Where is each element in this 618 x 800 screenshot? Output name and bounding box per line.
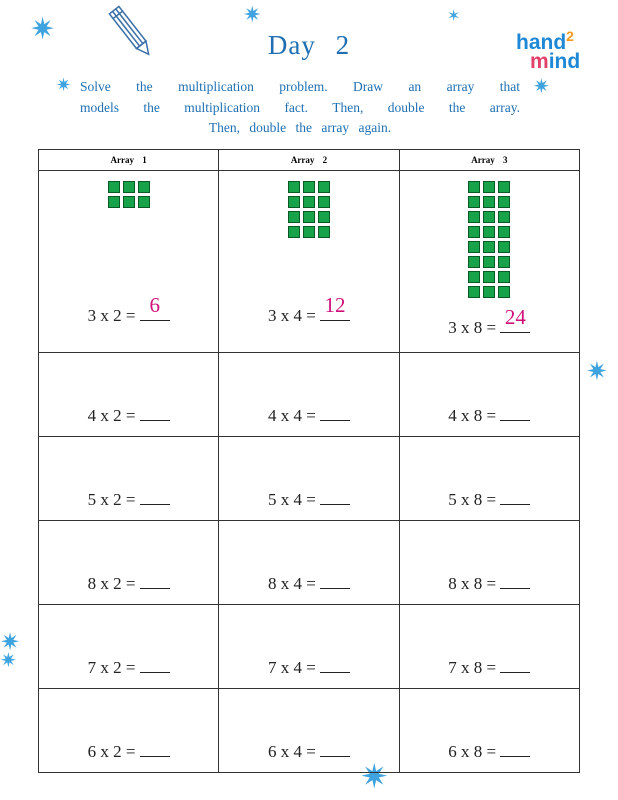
star-icon: ✷: [586, 357, 608, 386]
array-square: [318, 196, 330, 208]
array-square: [483, 181, 495, 193]
array-square: [498, 211, 510, 223]
table-cell[interactable]: [39, 689, 219, 773]
answer-blank[interactable]: [500, 742, 530, 757]
array-square: [138, 196, 150, 208]
equation: [39, 406, 218, 426]
table-cell[interactable]: [219, 605, 399, 689]
array-square: [468, 196, 480, 208]
table-cell[interactable]: [39, 171, 219, 353]
equation: [400, 406, 579, 426]
equation-text: 5 x 8 =: [448, 490, 497, 509]
equation-text: 4 x 4 =: [267, 406, 316, 425]
star-icon: ✷: [0, 650, 17, 672]
table-cell[interactable]: [39, 437, 219, 521]
table-row: [39, 521, 580, 605]
instruction-line: Then, double the array again.: [208, 120, 392, 135]
answer-blank[interactable]: [320, 406, 350, 421]
array-square: [483, 196, 495, 208]
instructions: [80, 77, 520, 139]
array-square: [303, 181, 315, 193]
column-header: Array 1: [39, 150, 219, 171]
array-square: [498, 271, 510, 283]
star-icon: ✷: [243, 2, 262, 27]
array-square: [123, 181, 135, 193]
table-cell[interactable]: [219, 689, 399, 773]
answer-blank[interactable]: [320, 742, 350, 757]
equation: [219, 742, 398, 762]
equation-text: 8 x 8 =: [448, 574, 497, 593]
equation-text: 6 x 2 =: [87, 742, 136, 761]
array-square: [483, 271, 495, 283]
array-square: [303, 196, 315, 208]
answer-blank[interactable]: [320, 658, 350, 673]
equation-text: 5 x 4 =: [267, 490, 316, 509]
array-square: [108, 181, 120, 193]
table-cell[interactable]: [399, 521, 579, 605]
equation-text: 3 x 8 =: [448, 318, 497, 337]
table-row: [39, 437, 580, 521]
table-cell[interactable]: [399, 171, 579, 353]
array-square: [468, 256, 480, 268]
instruction-line: Solve the multiplication problem. Draw an array that: [80, 79, 520, 94]
array-square: [123, 196, 135, 208]
star-icon: ✷: [56, 75, 72, 95]
table-cell[interactable]: [219, 353, 399, 437]
array-square: [288, 181, 300, 193]
array-square: [483, 241, 495, 253]
equation: [400, 305, 579, 338]
equation: [400, 574, 579, 594]
star-icon: ✶: [447, 8, 461, 25]
equation: [400, 490, 579, 510]
answer-value: 6: [149, 293, 160, 317]
column-header: Array 3: [399, 150, 579, 171]
equation: [400, 658, 579, 678]
table-cell[interactable]: [39, 521, 219, 605]
array-square: [498, 241, 510, 253]
equation-text: 7 x 2 =: [87, 658, 136, 677]
equation-text: 6 x 8 =: [448, 742, 497, 761]
array-grid: [288, 181, 330, 238]
equation-text: 4 x 2 =: [87, 406, 136, 425]
answer-blank[interactable]: [500, 574, 530, 589]
array-grid: [108, 181, 150, 208]
equation-text: 7 x 8 =: [448, 658, 497, 677]
array-square: [498, 226, 510, 238]
array-square: [498, 286, 510, 298]
equation: [39, 658, 218, 678]
equation: [39, 293, 218, 326]
page-title: Day 2: [267, 30, 351, 60]
table-row: [39, 171, 580, 353]
answer-value: 12: [324, 293, 346, 317]
array-square: [318, 226, 330, 238]
array-square: [108, 196, 120, 208]
equation: [39, 490, 218, 510]
array-square: [498, 196, 510, 208]
brand-logo: hand$^2$ mind: [516, 28, 581, 73]
answer-blank[interactable]: [500, 490, 530, 505]
array-square: [483, 256, 495, 268]
array-square: [318, 211, 330, 223]
equation-text: 7 x 4 =: [267, 658, 316, 677]
equation: [219, 406, 398, 426]
equation-text: 3 x 4 =: [267, 306, 316, 325]
array-square: [288, 211, 300, 223]
answer-blank[interactable]: [500, 406, 530, 421]
array-square: [468, 226, 480, 238]
array-square: [318, 181, 330, 193]
table-cell[interactable]: [39, 353, 219, 437]
array-square: [288, 196, 300, 208]
table-cell[interactable]: [219, 437, 399, 521]
equation-text: 8 x 4 =: [267, 574, 316, 593]
array-square: [483, 286, 495, 298]
equation: [219, 293, 398, 326]
array-square: [303, 211, 315, 223]
answer-blank[interactable]: [500, 658, 530, 673]
array-square: [303, 226, 315, 238]
instruction-line: models the multiplication fact. Then, double the array.: [80, 99, 520, 115]
answer-blank[interactable]: [320, 293, 350, 321]
equation-text: 8 x 2 =: [87, 574, 136, 593]
array-square: [468, 286, 480, 298]
table-cell[interactable]: [219, 521, 399, 605]
table-cell[interactable]: [39, 605, 219, 689]
answer-blank[interactable]: [140, 742, 170, 757]
answer-blank[interactable]: [140, 490, 170, 505]
array-square: [498, 256, 510, 268]
star-icon: ✷: [30, 13, 56, 46]
worksheet-table: [38, 149, 580, 773]
array-square: [468, 241, 480, 253]
table-cell[interactable]: [399, 353, 579, 437]
equation-text: 4 x 8 =: [448, 406, 497, 425]
array-square: [288, 226, 300, 238]
answer-blank[interactable]: [500, 305, 530, 333]
answer-blank[interactable]: [140, 574, 170, 589]
array-square: [468, 211, 480, 223]
table-cell[interactable]: [219, 171, 399, 353]
table-cell[interactable]: [399, 605, 579, 689]
equation: [39, 574, 218, 594]
array-grid: [468, 181, 510, 298]
array-square: [138, 181, 150, 193]
answer-blank[interactable]: [320, 574, 350, 589]
table-cell[interactable]: [399, 689, 579, 773]
equation-text: 3 x 2 =: [87, 306, 136, 325]
equation-text: 6 x 4 =: [267, 742, 316, 761]
equation: [39, 742, 218, 762]
equation: [400, 742, 579, 762]
table-cell[interactable]: [399, 437, 579, 521]
answer-blank[interactable]: [140, 406, 170, 421]
array-square: [468, 271, 480, 283]
array-square: [498, 181, 510, 193]
array-square: [468, 181, 480, 193]
answer-blank[interactable]: [140, 658, 170, 673]
equation-text: 5 x 2 =: [87, 490, 136, 509]
table-row: [39, 353, 580, 437]
answer-value: 24: [504, 305, 526, 329]
answer-blank[interactable]: [140, 293, 170, 321]
table-row: [39, 605, 580, 689]
equation: [219, 490, 398, 510]
array-square: [483, 226, 495, 238]
star-icon: ✷: [360, 759, 389, 796]
star-icon: ✷: [533, 76, 550, 98]
answer-blank[interactable]: [320, 490, 350, 505]
equation: [219, 658, 398, 678]
column-header: Array 2: [219, 150, 399, 171]
table-row: [39, 689, 580, 773]
star-icon: ✷: [0, 630, 21, 656]
equation: [219, 574, 398, 594]
array-square: [483, 211, 495, 223]
